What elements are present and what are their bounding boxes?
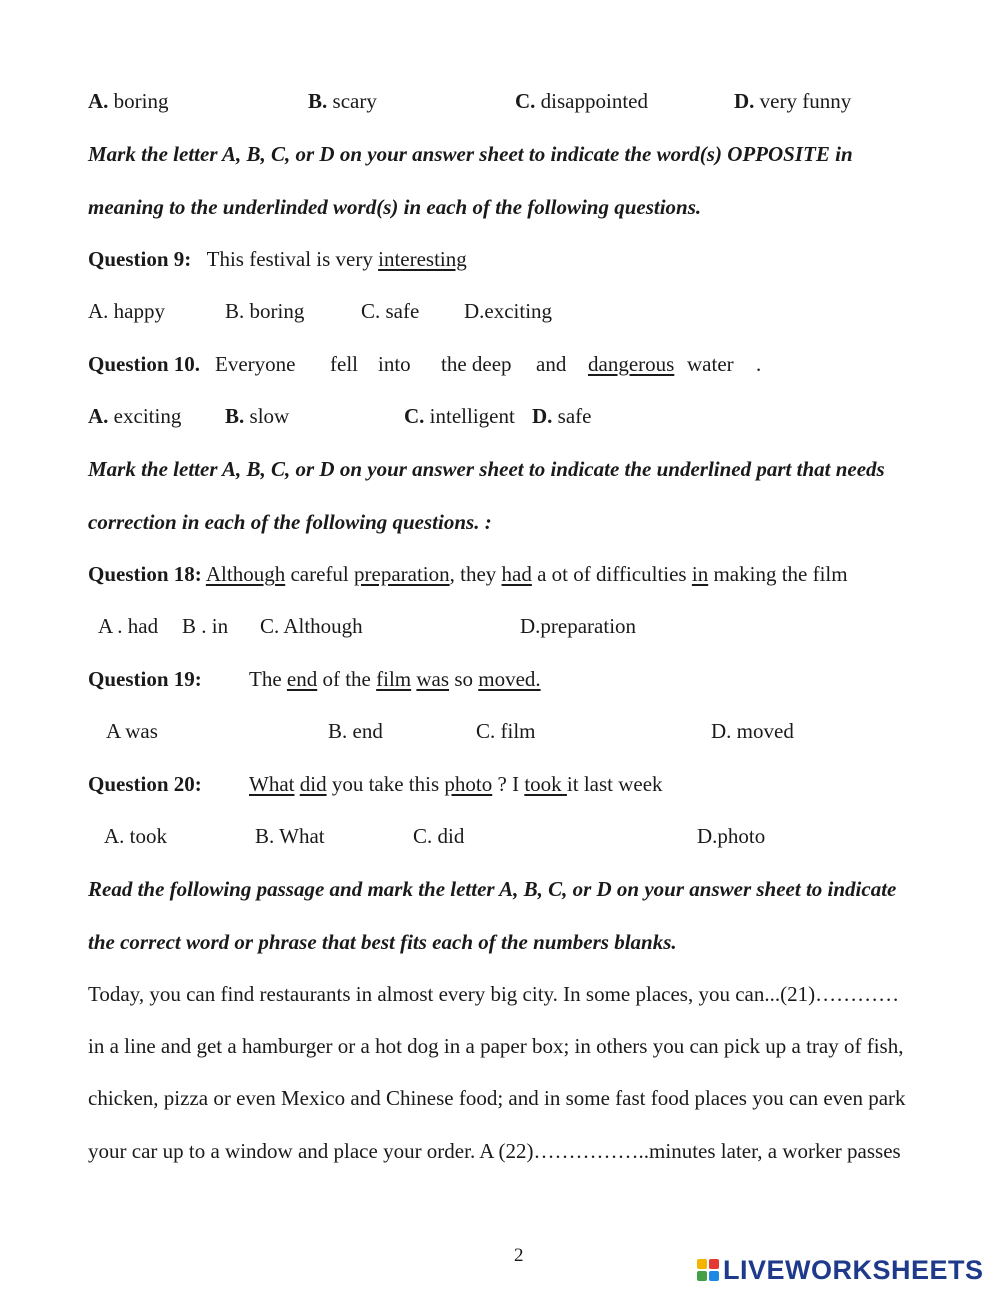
passage-line-3: chicken, pizza or even Mexico and Chinese food; and in some fast food places you can even park — [88, 1086, 906, 1110]
question-label: Question 9: — [88, 247, 192, 271]
underlined-word: Although — [205, 562, 286, 586]
question-label: Question 19: — [88, 667, 202, 691]
question-label: Question 20: — [88, 772, 202, 796]
instruction-passage-line2: the correct word or phrase that best fits each of the numbers blanks. — [88, 930, 677, 954]
q8-option-c: C. disappointed — [515, 89, 648, 113]
underlined-word: preparation — [354, 562, 450, 586]
q20-option-c: C. did — [413, 824, 465, 848]
q8-option-a: A. boring — [88, 89, 169, 113]
q19-option-d: D. moved — [711, 719, 794, 743]
instruction-correction-line2: correction in each of the following questions. : — [88, 510, 492, 534]
underlined-word: did — [299, 772, 327, 796]
underlined-word: photo — [444, 772, 493, 796]
underlined-word: had — [501, 562, 532, 586]
liveworksheets-logo — [697, 1255, 984, 1285]
q9-option-d: D.exciting — [464, 299, 553, 323]
underlined-word: film — [376, 667, 412, 691]
underlined-word: dangerous — [588, 352, 675, 376]
underlined-word: was — [416, 667, 450, 691]
passage-line-1: Today, you can find restaurants in almost every big city. In some places, you can...(21)………… — [88, 982, 900, 1006]
q19-option-b: B. end — [328, 719, 383, 743]
brand-name: LIVEWORKSHEETS — [723, 1254, 984, 1285]
underlined-word: end — [286, 667, 318, 691]
instruction-opposite-line1: Mark the letter A, B, C, or D on your answer sheet to indicate the word(s) OPPOSITE in — [88, 142, 853, 166]
q19-option-c: C. film — [476, 719, 536, 743]
underlined-word: in — [691, 562, 709, 586]
q10-option-c: C. intelligent — [404, 404, 515, 428]
question-18: Question 18: Although careful preparation, they had a ot of difficulties in making the film — [88, 562, 848, 586]
q8-option-b: B. scary — [308, 89, 377, 113]
underlined-word: interesting — [378, 247, 467, 271]
passage-line-4: your car up to a window and place your order. A (22)……………..minutes later, a worker passes — [88, 1139, 901, 1163]
q10-option-a: A. exciting — [88, 404, 182, 428]
instruction-correction-line1: Mark the letter A, B, C, or D on your answer sheet to indicate the underlined part that needs — [88, 457, 885, 481]
instruction-passage-line1: Read the following passage and mark the letter A, B, C, or D on your answer sheet to indicate — [88, 877, 897, 901]
underlined-word: took — [524, 772, 567, 796]
q19-option-a: A was — [106, 719, 158, 743]
logo-grid-icon — [697, 1259, 719, 1281]
q20-option-b: B. What — [255, 824, 325, 848]
question-label: Question 18: — [88, 562, 202, 586]
question-label: Question 10. — [88, 352, 201, 376]
underlined-word: What — [249, 772, 295, 796]
page-number: 2 — [514, 1245, 524, 1266]
instruction-opposite-line2: meaning to the underlinded word(s) in each of the following questions. — [88, 195, 702, 219]
q18-option-a: A . had — [98, 614, 159, 638]
q10-option-b: B. slow — [225, 404, 290, 428]
underlined-word: moved. — [478, 667, 541, 691]
question-9: Question 9: This festival is very interesting — [88, 247, 467, 271]
q8-option-d: D. very funny — [734, 89, 852, 113]
q18-option-d: D.preparation — [520, 614, 637, 638]
q18-option-c: C. Although — [260, 614, 363, 638]
q20-option-d: D.photo — [697, 824, 766, 848]
q9-option-a: A. happy — [88, 299, 165, 323]
q9-option-c: C. safe — [361, 299, 420, 323]
q20-option-a: A. took — [104, 824, 167, 848]
passage-line-2: in a line and get a hamburger or a hot dog in a paper box; in others you can pick up a tray of fish, — [88, 1034, 904, 1058]
q9-option-b: B. boring — [225, 299, 305, 323]
q18-option-b: B . in — [182, 614, 229, 638]
q10-option-d: D. safe — [532, 404, 592, 428]
